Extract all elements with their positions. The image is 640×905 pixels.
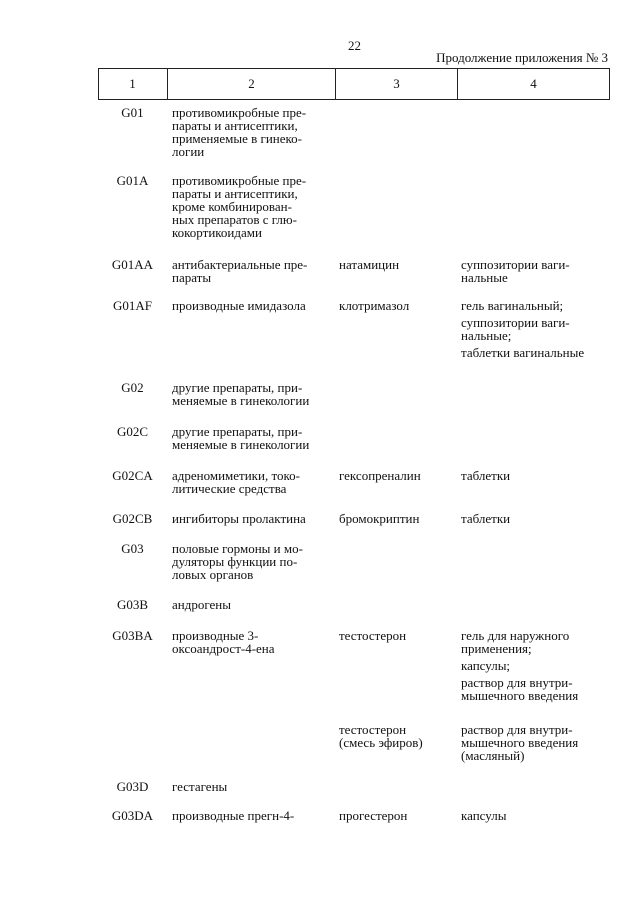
header-cell-4: 4 (530, 76, 537, 91)
group-name: адреномиметики, токо- литические средства (172, 468, 300, 496)
dosage-forms (461, 809, 609, 822)
atc-code: G03D (116, 779, 149, 794)
atc-code: G02CB (112, 511, 153, 526)
group-name: антибактериальные пре- параты (172, 257, 308, 285)
dosage-form: капсулы (461, 808, 507, 823)
group-name: другие препараты, при- меняемые в гинекологии (172, 424, 310, 452)
drug-name: натамицин (339, 257, 400, 272)
dosage-form: гель вагинальный; (461, 298, 564, 313)
drug-name: прогестерон (339, 808, 408, 823)
dosage-form: раствор для внутри- мышечного введения (461, 675, 579, 703)
group-name: противомикробные пре- параты и антисептики, применяемые в гинеко- логии (172, 105, 307, 159)
drug-name: тестостерон (смесь эфиров) (339, 722, 423, 750)
drug-name: тестостерон (339, 628, 407, 643)
atc-code: G02 (121, 380, 144, 395)
group-name: ингибиторы пролактина (172, 511, 306, 526)
atc-code: G03BA (112, 628, 153, 643)
dosage-form: суппозитории ваги- нальные (461, 257, 570, 285)
table-header (98, 68, 610, 100)
atc-code: G02CA (112, 468, 153, 483)
drug-name: клотримазол (339, 298, 410, 313)
dosage-form: таблетки (461, 468, 511, 483)
dosage-form: гель для наружного применения; (461, 628, 570, 656)
dosage-forms (461, 629, 609, 702)
atc-code: G01AF (112, 298, 152, 313)
group-name: андрогены (172, 597, 231, 612)
dosage-form: раствор для внутри- мышечного введения (масляный) (461, 722, 579, 763)
header-cell-3: 3 (393, 76, 400, 91)
drug-name: гексопреналин (339, 468, 421, 483)
atc-code: G01 (121, 105, 144, 120)
dosage-form: таблетки (461, 511, 511, 526)
group-name: половые гормоны и мо- дуляторы функции по- ловых органов (172, 541, 303, 582)
dosage-form: капсулы; (461, 658, 511, 673)
group-name: противомикробные пре- параты и антисептики, кроме комбинирован- ных препаратов с глю- кокортикоидами (172, 173, 307, 240)
atc-code: G01AA (111, 257, 154, 272)
dosage-forms (461, 258, 609, 284)
atc-code: G03DA (111, 808, 154, 823)
dosage-forms (461, 469, 609, 482)
atc-code: G03B (116, 597, 149, 612)
dosage-forms (461, 723, 609, 762)
header-cell-2: 2 (248, 76, 255, 91)
group-name: производные имидазола (172, 298, 306, 313)
header-cell-1: 1 (129, 76, 136, 91)
group-name: другие препараты, при- меняемые в гинекологии (172, 380, 310, 408)
dosage-form: суппозитории ваги- нальные; (461, 315, 570, 343)
dosage-form: таблетки вагинальные (461, 345, 585, 360)
continuation-caption: Продолжение приложения № 3 (436, 50, 608, 65)
atc-code: G02C (116, 424, 149, 439)
page-number: 22 (348, 38, 361, 53)
drug-name: бромокриптин (339, 511, 420, 526)
group-name: гестагены (172, 779, 228, 794)
group-name: производные прегн-4- (172, 808, 295, 823)
dosage-forms (461, 512, 609, 525)
atc-code: G03 (121, 541, 144, 556)
dosage-forms (461, 299, 609, 359)
group-name: производные 3- оксоандрост-4-ена (172, 628, 275, 656)
atc-code: G01A (116, 173, 149, 188)
